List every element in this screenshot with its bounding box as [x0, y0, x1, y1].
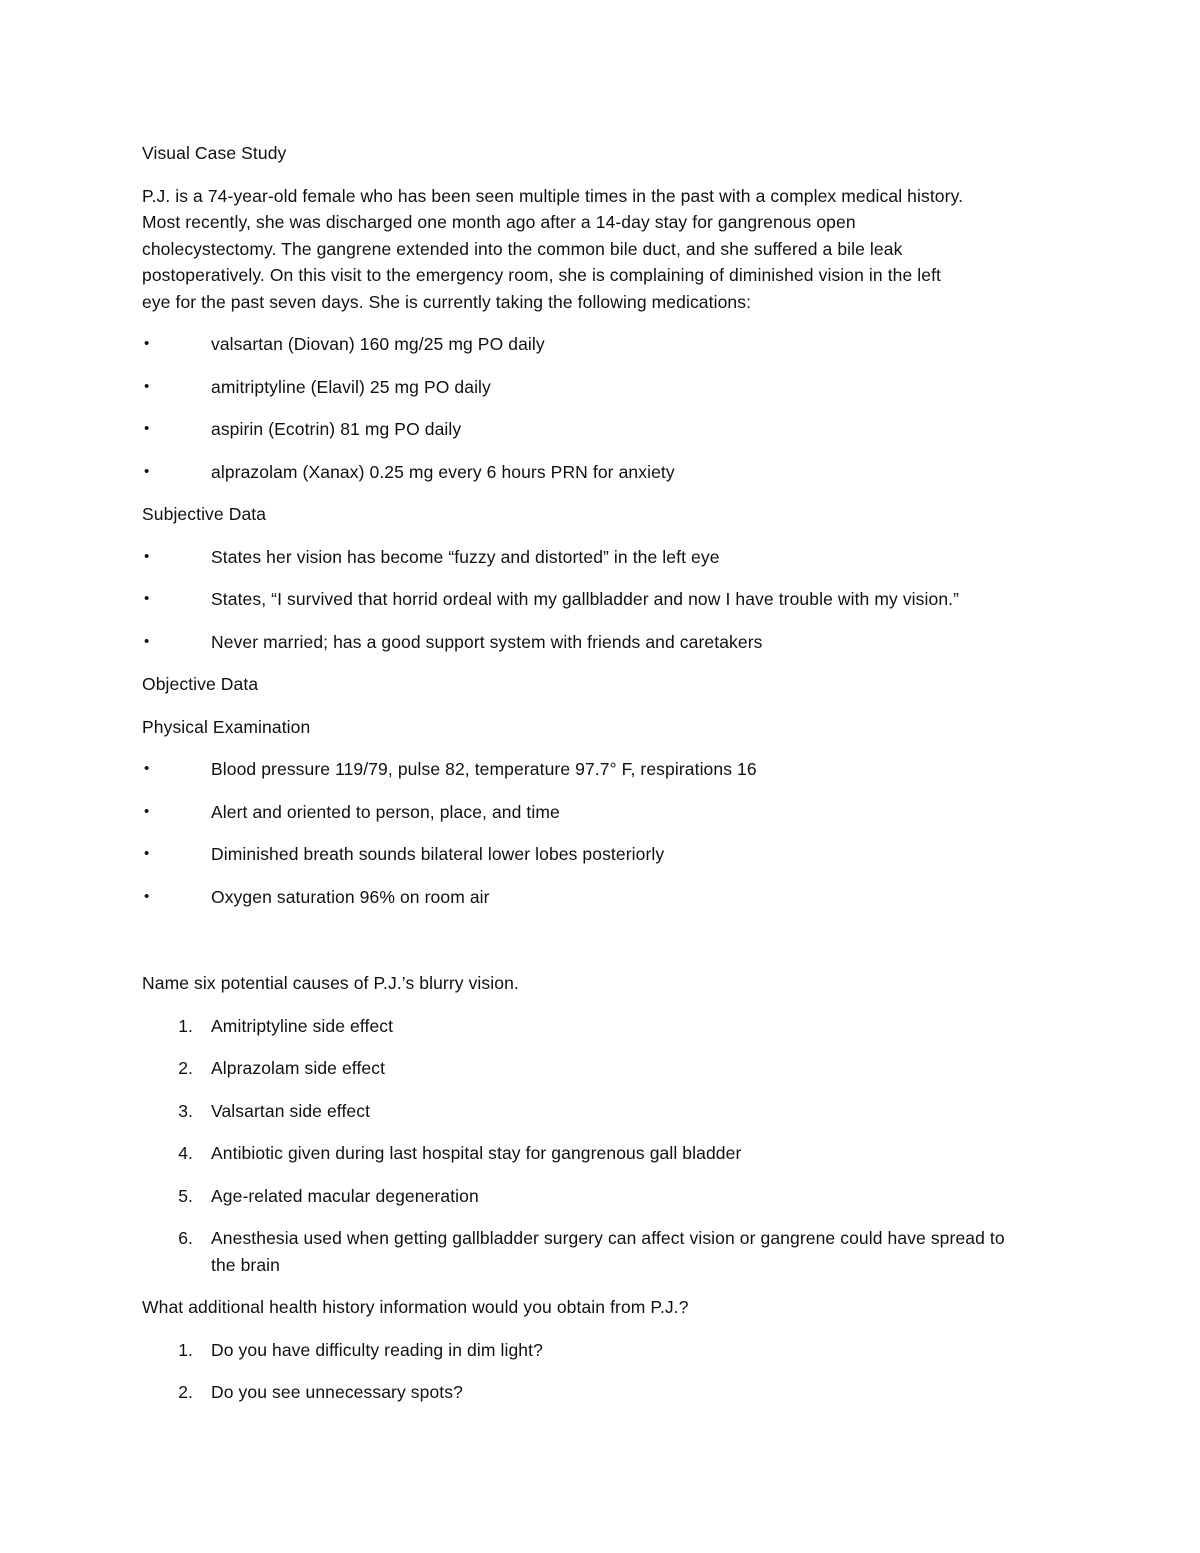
subjective-text: States, “I survived that horrid ordeal with my gallbladder and now I have trouble with my vision.”	[211, 589, 960, 609]
medication-text: amitriptyline (Elavil) 25 mg PO daily	[211, 376, 491, 397]
case-intro-paragraph	[142, 183, 1067, 316]
medication-text: aspirin (Ecotrin) 81 mg PO daily	[211, 419, 462, 439]
answer-text: Amitriptyline side effect	[211, 1015, 394, 1036]
answer-item	[142, 1013, 1067, 1040]
section-spacer	[142, 926, 1067, 970]
answer-number: 4.	[178, 1143, 193, 1163]
document-page	[142, 140, 1067, 1422]
medication-item	[142, 374, 1067, 401]
bullet-icon: •	[144, 632, 150, 650]
bullet-icon: •	[144, 760, 150, 777]
bullet-icon: •	[144, 802, 150, 820]
answer-number: 2.	[178, 1382, 193, 1402]
question-2: What additional health history information would you obtain from P.J.?	[142, 1297, 689, 1317]
objective-item	[142, 799, 1067, 826]
answer-number: 3.	[178, 1100, 193, 1121]
subjective-text: Never married; has a good support system with friends and caretakers	[211, 631, 763, 652]
medication-item	[142, 331, 1067, 358]
answer-item	[142, 1098, 1067, 1125]
answer-text: Anesthesia used when getting gallbladder surgery can affect vision or gangrene could have spread to the brain	[211, 1228, 1005, 1275]
intro-line: eye for the past seven days. She is currently taking the following medications:	[142, 291, 752, 312]
medication-item	[142, 459, 1067, 486]
medication-list	[142, 331, 1067, 485]
answer-text: Valsartan side effect	[211, 1100, 371, 1121]
medication-text: alprazolam (Xanax) 0.25 mg every 6 hours PRN for anxiety	[211, 461, 675, 482]
question-1: Name six potential causes of P.J.’s blurry vision.	[142, 973, 519, 993]
bullet-icon: •	[144, 845, 150, 862]
objective-item	[142, 884, 1067, 911]
bullet-icon: •	[144, 335, 150, 352]
answer-item	[142, 1379, 1067, 1406]
bullet-icon: •	[144, 590, 150, 607]
answer-number: 1.	[178, 1015, 193, 1036]
intro-line: Most recently, she was discharged one month ago after a 14-day stay for gangrenous open	[142, 212, 856, 232]
document-title: Visual Case Study	[142, 143, 287, 163]
medication-item	[142, 416, 1067, 443]
answer-number: 6.	[178, 1228, 193, 1248]
intro-line: cholecystectomy. The gangrene extended into the common bile duct, and she suffered a bile leak	[142, 238, 903, 259]
answer-text: Do you see unnecessary spots?	[211, 1382, 463, 1402]
answer-item	[142, 1183, 1067, 1210]
intro-line: P.J. is a 74-year-old female who has been seen multiple times in the past with a complex medical history.	[142, 185, 964, 206]
subjective-list	[142, 544, 1067, 656]
bullet-icon: •	[144, 377, 150, 395]
objective-heading: Objective Data	[142, 674, 259, 694]
physical-exam-heading: Physical Examination	[142, 716, 311, 737]
objective-text: Alert and oriented to person, place, and time	[211, 801, 560, 822]
subjective-item	[142, 544, 1067, 571]
answer-text: Antibiotic given during last hospital stay for gangrenous gall bladder	[211, 1143, 742, 1163]
answer-text: Age-related macular degeneration	[211, 1185, 479, 1206]
question-1-answers	[142, 1013, 1067, 1279]
objective-text: Oxygen saturation 96% on room air	[211, 886, 490, 907]
subjective-text: States her vision has become “fuzzy and distorted” in the left eye	[211, 546, 720, 567]
objective-item	[142, 756, 1067, 783]
answer-item	[142, 1337, 1067, 1364]
answer-number: 1.	[178, 1339, 193, 1360]
answer-text: Alprazolam side effect	[211, 1058, 386, 1078]
answer-item	[142, 1055, 1067, 1082]
bullet-icon: •	[144, 547, 150, 565]
answer-number: 5.	[178, 1185, 193, 1206]
intro-line: postoperatively. On this visit to the emergency room, she is complaining of diminished vision in the left	[142, 265, 942, 285]
answer-number: 2.	[178, 1058, 193, 1078]
bullet-icon: •	[144, 462, 150, 480]
objective-list	[142, 756, 1067, 910]
answer-item	[142, 1225, 1067, 1278]
medication-text: valsartan (Diovan) 160 mg/25 mg PO daily	[211, 334, 545, 354]
answer-text: Do you have difficulty reading in dim light?	[211, 1339, 543, 1360]
bullet-icon: •	[144, 420, 150, 437]
objective-item	[142, 841, 1067, 868]
answer-item	[142, 1140, 1067, 1167]
objective-text: Diminished breath sounds bilateral lower lobes posteriorly	[211, 844, 665, 864]
bullet-icon: •	[144, 887, 150, 905]
objective-text: Blood pressure 119/79, pulse 82, temperature 97.7° F, respirations 16	[211, 759, 757, 779]
subjective-item	[142, 586, 1067, 613]
subjective-heading: Subjective Data	[142, 504, 267, 524]
question-2-answers	[142, 1337, 1067, 1406]
subjective-item	[142, 629, 1067, 656]
